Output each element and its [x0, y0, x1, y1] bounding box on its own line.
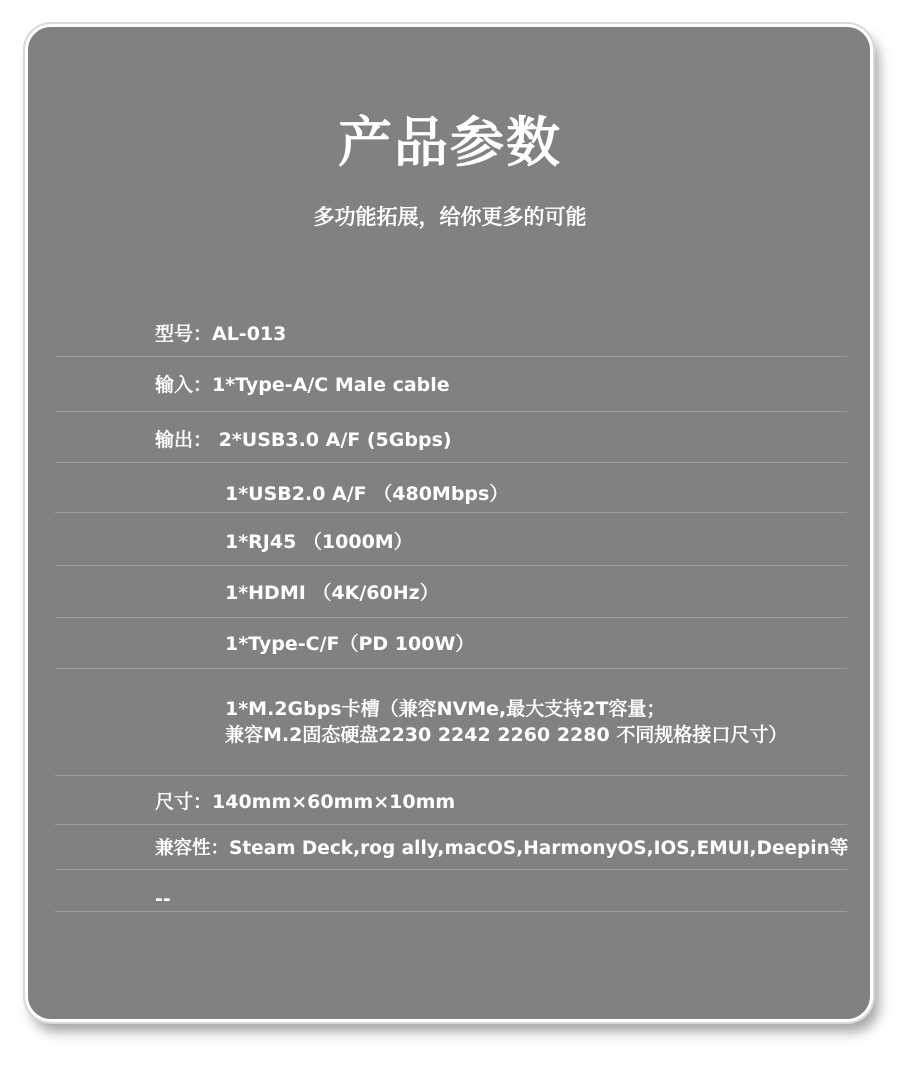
divider — [55, 911, 847, 912]
divider — [55, 356, 847, 357]
divider — [55, 617, 847, 618]
page-subtitle: 多功能拓展，给你更多的可能 — [313, 205, 587, 229]
spec-extra: -- — [155, 888, 171, 910]
divider — [55, 565, 847, 566]
divider — [55, 462, 847, 463]
spec-output-rj45: 1*RJ45 （1000M） — [225, 531, 413, 553]
spec-output-m2 — [225, 696, 787, 748]
divider — [55, 824, 847, 825]
divider — [55, 869, 847, 870]
spec-output-typec: 1*Type-C/F（PD 100W） — [225, 633, 475, 655]
spec-output-usb3: 输出： 2*USB3.0 A/F (5Gbps) — [155, 429, 452, 451]
divider — [55, 775, 847, 776]
divider — [55, 411, 847, 412]
spec-output-m2-line1: 1*M.2Gbps卡槽（兼容NVMe,最大支持2T容量； — [225, 698, 666, 720]
spec-compat: 兼容性：Steam Deck,rog ally,macOS,HarmonyOS,IOS,EMUI,Deepin等 — [155, 838, 849, 859]
divider — [55, 668, 847, 669]
spec-output-usb2: 1*USB2.0 A/F （480Mbps） — [225, 483, 509, 505]
spec-output-hdmi: 1*HDMI （4K/60Hz） — [225, 582, 439, 604]
page-title: 产品参数 — [338, 111, 562, 174]
spec-input: 输入：1*Type-A/C Male cable — [155, 374, 450, 396]
spec-model: 型号：AL-013 — [155, 323, 287, 345]
spec-size: 尺寸：140mm×60mm×10mm — [155, 791, 456, 813]
divider — [55, 512, 847, 513]
spec-output-m2-line2: 兼容M.2固态硬盘2230 2242 2260 2280 不同规格接口尺寸） — [225, 724, 788, 746]
